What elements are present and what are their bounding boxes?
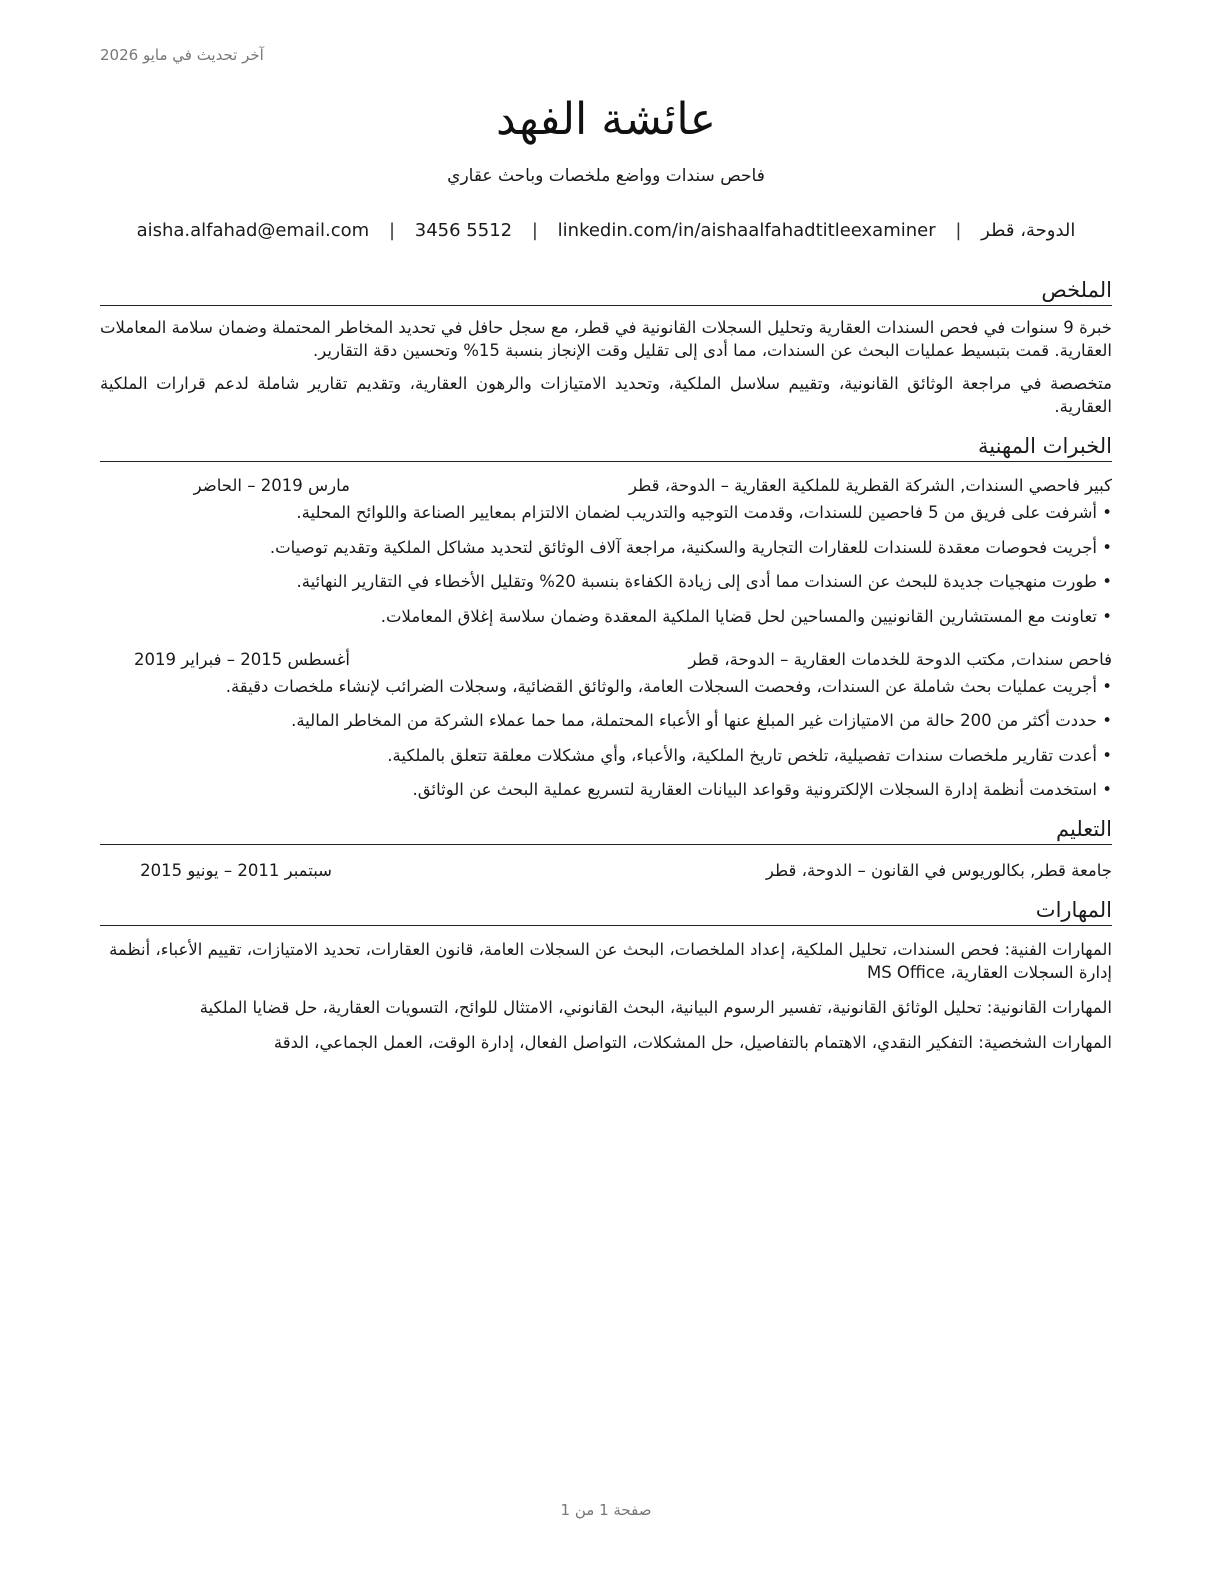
contact-separator: | bbox=[531, 220, 538, 241]
job-header bbox=[100, 474, 1112, 497]
job-bullet: • أجريت عمليات بحث شاملة عن السندات، وفحصت السجلات العامة، والوثائق القضائية، وسجلات الضرائب لإنشاء ملخصات دقيقة. bbox=[100, 675, 1112, 698]
education-section bbox=[100, 815, 1112, 882]
job-bullet: • أشرفت على فريق من 5 فاحصين للسندات، وقدمت التوجيه والتدريب لضمان الالتزام بمعايير الصناعة واللوائح المحلية. bbox=[100, 501, 1112, 524]
education-entry bbox=[100, 859, 1112, 882]
skills-section bbox=[100, 896, 1112, 1054]
contact-email[interactable]: aisha.alfahad@email.com bbox=[136, 220, 370, 241]
skills-legal: المهارات القانونية: تحليل الوثائق القانونية، تفسير الرسوم البيانية، البحث القانوني، الامتثال للوائح، التسويات العقارية، حل قضايا الملكية bbox=[199, 998, 1112, 1017]
job-bullet: • تعاونت مع المستشارين القانونيين والمساحين لحل قضايا الملكية المعقدة وضمان سلاسة إغلاق المعاملات. bbox=[100, 605, 1112, 628]
education-line: جامعة قطر, بكالوريوس في القانون – الدوحة، قطر bbox=[765, 861, 1112, 880]
job-entry bbox=[100, 648, 1112, 802]
contact-location: الدوحة، قطر bbox=[981, 220, 1076, 241]
resume-page bbox=[100, 0, 1112, 1584]
skills-soft: المهارات الشخصية: التفكير النقدي، الاهتمام بالتفاصيل، حل المشكلات، التواصل الفعال، إدارة الوقت، العمل الجماعي، الدقة bbox=[273, 1033, 1112, 1052]
section-heading-skills: المهارات bbox=[100, 896, 1112, 926]
candidate-title: فاحص سندات وواضع ملخصات وباحث عقاري bbox=[447, 166, 765, 186]
skills-technical: المهارات الفنية: فحص السندات، تحليل الملكية، إعداد الملخصات، البحث عن السجلات العامة، قانون العقارات، تحديد الامتيازات، تقييم الأعباء، أنظمة إدارة السجلات العقارية، MS Office bbox=[109, 940, 1112, 982]
resume-body bbox=[100, 276, 1112, 1068]
summary-paragraph: متخصصة في مراجعة الوثائق القانونية، وتقييم سلاسل الملكية، وتحديد الامتيازات والرهون العقارية، وتقديم تقارير شاملة لدعم قرارات الملكية العقارية. bbox=[100, 374, 1112, 416]
section-heading-education: التعليم bbox=[100, 815, 1112, 845]
section-heading-experience: الخبرات المهنية bbox=[100, 432, 1112, 462]
last-updated-note: آخر تحديث في مايو 2026 bbox=[100, 46, 264, 64]
candidate-name: عائشة الفهد bbox=[496, 94, 716, 145]
contact-separator: | bbox=[388, 220, 396, 241]
job-role: فاحص سندات, مكتب الدوحة للخدمات العقارية – الدوحة، قطر bbox=[688, 649, 1112, 669]
section-heading-summary: الملخص bbox=[100, 276, 1112, 306]
experience-section bbox=[100, 432, 1112, 801]
job-role: كبير فاحصي السندات, الشركة القطرية للملكية العقارية – الدوحة، قطر bbox=[629, 476, 1112, 495]
resume-header bbox=[100, 92, 1112, 244]
summary-paragraph: خبرة 9 سنوات في فحص السندات العقارية وتحليل السجلات القانونية في قطر، مع سجل حافل في تحديد المخاطر المحتملة وضمان سلامة المعاملات العقارية. قمت بتبسيط عمليات البحث عن السندات، مما أدى إلى تقليل وقت الإنجاز بنسبة 15% وتحسين دقة التقارير. bbox=[100, 318, 1112, 360]
job-bullets bbox=[100, 501, 1112, 628]
job-dates: أغسطس 2015 – فبراير 2019 bbox=[134, 649, 350, 669]
contact-linkedin[interactable]: linkedin.com/in/aishaalfahadtitleexaminer bbox=[557, 220, 936, 241]
contact-line bbox=[100, 218, 1112, 244]
page-number: صفحة 1 من 1 bbox=[560, 1501, 652, 1519]
job-entry bbox=[100, 474, 1112, 628]
job-dates: مارس 2019 – الحاضر bbox=[193, 476, 350, 495]
job-bullet: • حددت أكثر من 200 حالة من الامتيازات غير المبلغ عنها أو الأعباء المحتملة، مما حما عملاء الشركة من المخاطر المالية. bbox=[100, 709, 1112, 732]
job-bullet: • طورت منهجيات جديدة للبحث عن السندات مما أدى إلى زيادة الكفاءة بنسبة 20% وتقليل الأخطاء في التقارير النهائية. bbox=[100, 570, 1112, 593]
job-bullet: • أجريت فحوصات معقدة للسندات للعقارات التجارية والسكنية، مراجعة آلاف الوثائق لتحديد مشاكل الملكية وتقديم توصيات. bbox=[100, 536, 1112, 559]
job-bullet: • أعدت تقارير ملخصات سندات تفصيلية، تلخص تاريخ الملكية، والأعباء، وأي مشكلات معلقة تتعلق بالملكية. bbox=[100, 744, 1112, 767]
job-header bbox=[100, 648, 1112, 671]
contact-phone: 3456 5512 bbox=[414, 220, 513, 241]
summary-section bbox=[100, 276, 1112, 418]
contact-separator: | bbox=[955, 220, 962, 241]
job-bullet: • استخدمت أنظمة إدارة السجلات الإلكترونية وقواعد البيانات العقارية لتسريع عملية البحث عن الوثائق. bbox=[100, 778, 1112, 801]
education-dates: سبتمبر 2011 – يونيو 2015 bbox=[140, 861, 332, 880]
job-bullets bbox=[100, 675, 1112, 802]
